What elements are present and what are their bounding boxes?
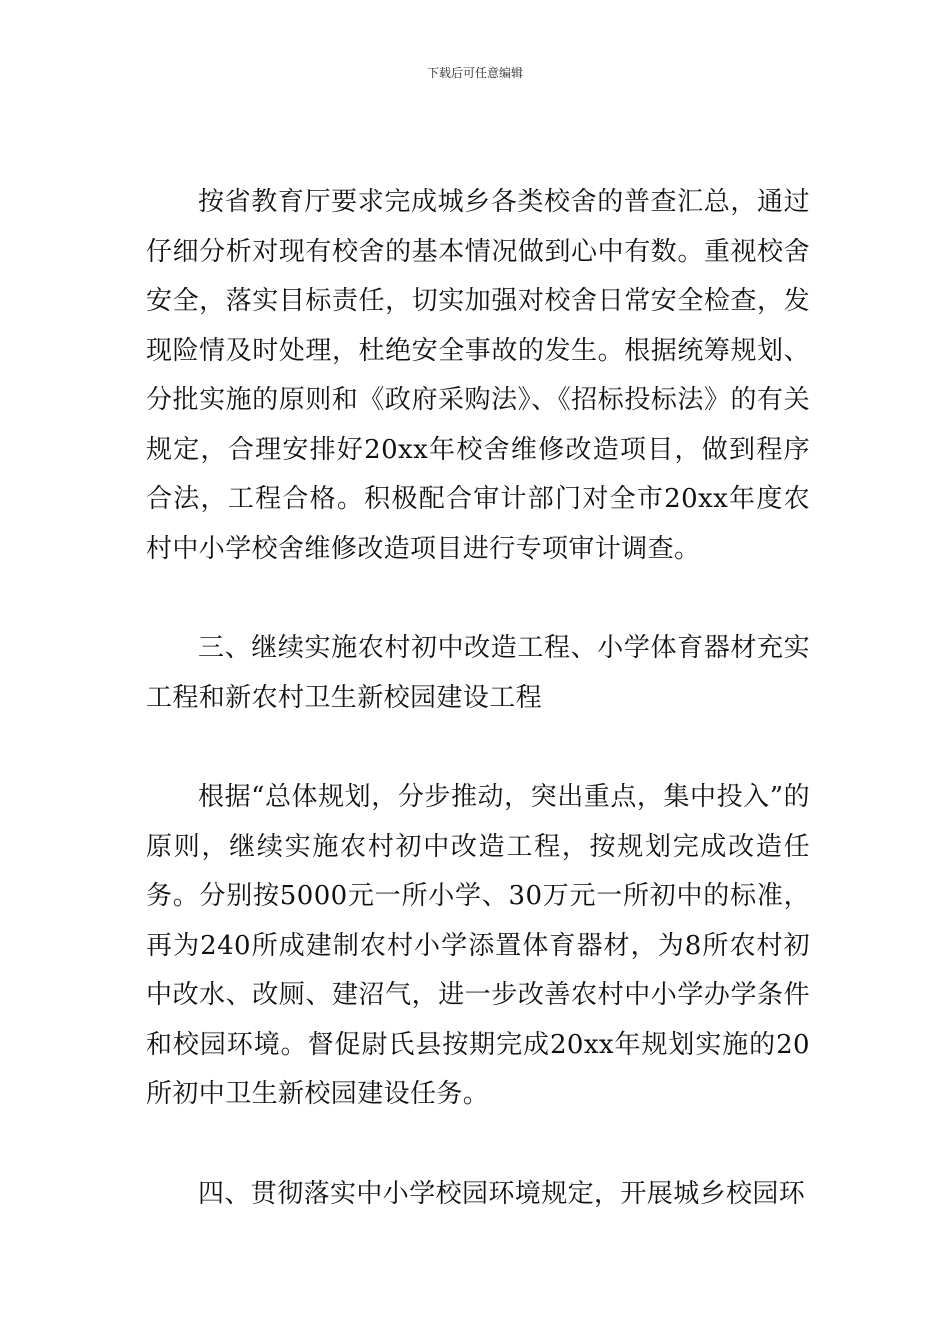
section-heading-four: 四、贯彻落实中小学校园环境规定，开展城乡校园环	[198, 1178, 806, 1209]
page-header-note: 下载后可任意编辑	[426, 66, 523, 80]
paragraph-gap	[146, 723, 810, 773]
section-heading-three: 三、继续实施农村初中改造工程、小学体育器材充实工程和新农村卫生新校园建设工程	[146, 633, 810, 713]
paragraph-gap	[146, 574, 810, 624]
paragraph-school-building-survey: 按省教育厅要求完成城乡各类校舍的普查汇总，通过仔细分析对现有校舍的基本情况做到心中有数。重视校舍安全，落实目标责任，切实加强对校舍日常安全检查，发现险情及时处理，杜绝安全事故的发生。根据统筹规划、分批实施的原则和《政府采购法》、《招标投标法》的有关规定，合理安排好20xx年校舍维修改造项目，做到程序合法，工程合格。积极配合审计部门对全市20xx年度农村中小学校舍维修改造项目进行专项审计调查。	[146, 187, 810, 564]
paragraph-gap	[146, 1120, 810, 1170]
document-body	[146, 178, 810, 1219]
paragraph-rural-improvement: 根据“总体规划，分步推动，突出重点，集中投入”的原则，继续实施农村初中改造工程，按规划完成改造任务。分别按5000元一所小学、30万元一所初中的标准，再为240所成建制农村小学添置体育器材，为8所农村初中改水、改厕、建沼气，进一步改善农村中小学办学条件和校园环境。督促尉氏县按期完成20xx年规划实施的20所初中卫生新校园建设任务。	[146, 782, 810, 1109]
